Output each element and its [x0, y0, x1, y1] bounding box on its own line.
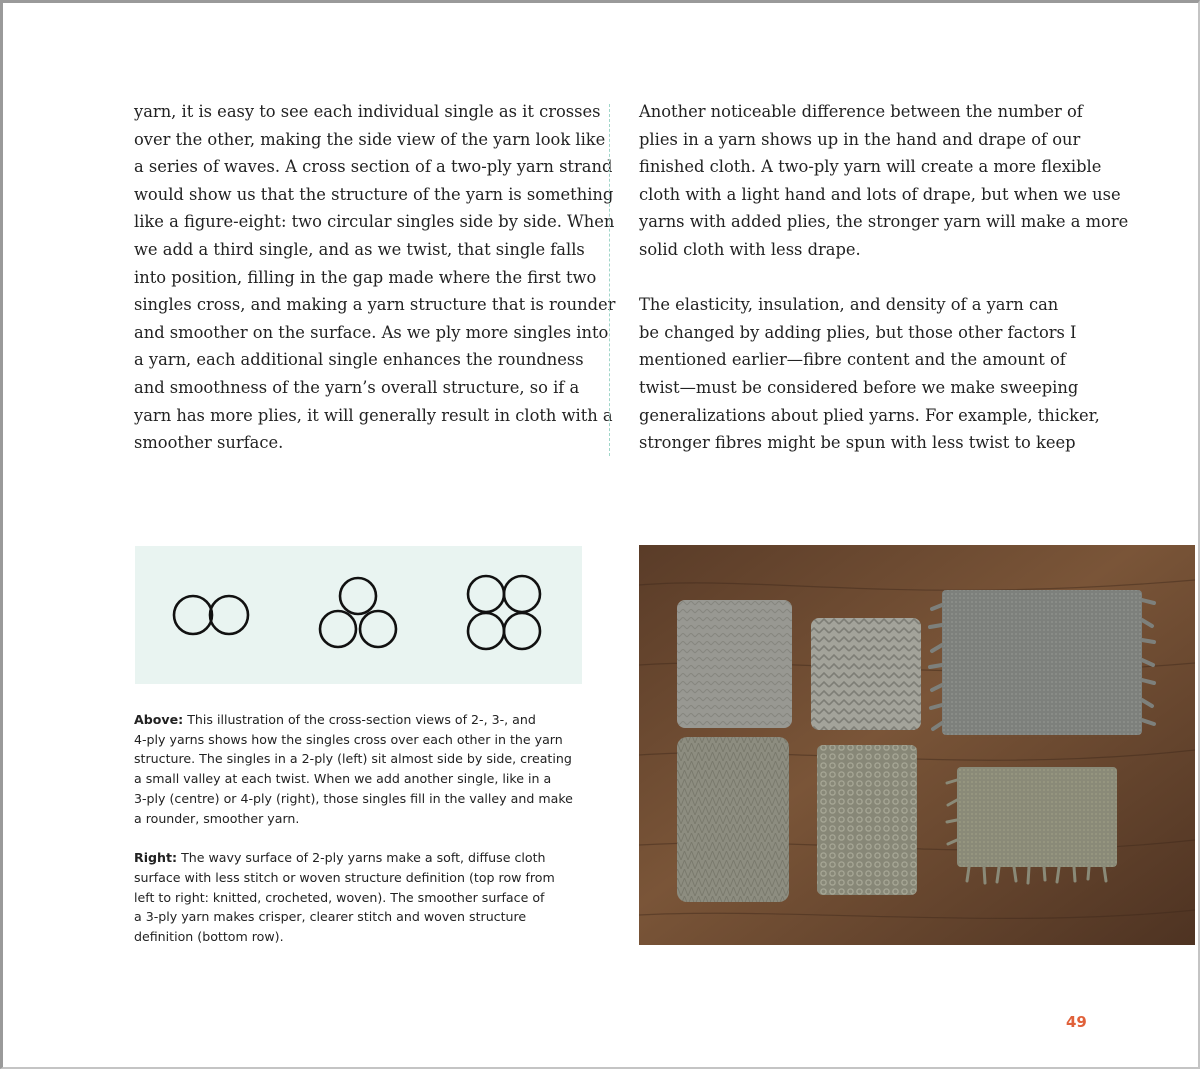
caption-line: a 3-ply yarn makes crisper, clearer stitch and woven structure	[134, 909, 527, 925]
caption-lead-above: Above:	[134, 712, 184, 727]
paragraph-gap	[639, 264, 1109, 292]
caption-line	[134, 848, 594, 868]
caption-lead-right: Right:	[134, 850, 178, 866]
body-line: yarns with added plies, the stronger yarn will make a more	[639, 212, 1129, 232]
caption-right	[134, 848, 594, 947]
caption-line: structure. The singles in a 2-ply (left) sit almost side by side, creating	[134, 751, 572, 767]
body-line: into position, filling in the gap made where the first two	[134, 267, 597, 287]
caption-line: surface with less stitch or woven structure definition (top row from	[134, 869, 555, 885]
body-line: yarn, it is easy to see each individual single as it crosses	[134, 102, 601, 121]
three-ply-cross-section-icon	[320, 578, 396, 647]
body-line: over the other, making the side view of the yarn look like	[134, 129, 606, 149]
body-line: cloth with a light hand and lots of drape, but when we use	[639, 184, 1121, 204]
caption-text: This illustration of the cross-section views of 2-, 3-, and	[183, 712, 536, 727]
caption-line: 4-ply yarns shows how the singles cross over each other in the yarn	[134, 731, 563, 747]
swatch-crocheted-3ply	[817, 745, 917, 895]
caption-gap	[134, 828, 594, 848]
body-line: Another noticeable difference between the number of	[639, 102, 1083, 121]
page-number: 49	[1066, 1013, 1087, 1031]
column-divider	[609, 104, 610, 456]
body-line: solid cloth with less drape.	[639, 239, 861, 259]
swatch-woven-3ply	[957, 767, 1117, 867]
body-line: like a figure-eight: two circular singles side by side. When	[134, 212, 615, 232]
body-line: generalizations about plied yarns. For example, thicker,	[639, 405, 1100, 425]
body-line: singles cross, and making a yarn structure that is rounder	[134, 295, 616, 315]
ply-cross-section-illustration	[135, 546, 582, 684]
body-line: a yarn, each additional single enhances the roundness	[134, 350, 584, 370]
body-line: yarn has more plies, it will generally result in cloth with a	[134, 405, 613, 425]
body-line: plies in a yarn shows up in the hand and drape of our	[639, 129, 1081, 149]
body-line: mentioned earlier—fibre content and the amount of	[639, 350, 1066, 370]
body-line: we add a third single, and as we twist, that single falls	[134, 239, 585, 259]
caption-line: left to right: knitted, crocheted, woven). The smoother surface of	[134, 889, 545, 905]
figure-captions	[134, 710, 594, 947]
body-paragraph-right-2	[639, 291, 1109, 457]
caption-above	[134, 710, 594, 828]
caption-line: 3-ply (centre) or 4-ply (right), those singles fill in the valley and make	[134, 790, 573, 806]
body-line: and smoothness of the yarn’s overall structure, so if a	[134, 377, 580, 397]
body-paragraph-left	[134, 98, 616, 457]
body-text-right-column	[639, 98, 1129, 457]
body-paragraph-right-1	[639, 98, 1129, 264]
body-line: be changed by adding plies, but those other factors I	[639, 322, 1077, 342]
swatch-crocheted-2ply	[811, 618, 921, 730]
swatch-knitted-3ply	[677, 737, 789, 902]
caption-line: a small valley at each twist. When we add another single, like in a	[134, 771, 552, 787]
body-line: finished cloth. A two-ply yarn will create a more flexible	[639, 157, 1102, 177]
swatches-photo	[639, 545, 1195, 945]
swatch-knitted-2ply	[677, 600, 792, 728]
body-line: stronger fibres might be spun with less twist to keep	[639, 433, 1076, 453]
caption-line: a rounder, smoother yarn.	[134, 810, 300, 826]
body-line: and smoother on the surface. As we ply more singles into	[134, 322, 609, 342]
body-text-left-column	[134, 98, 616, 457]
body-line: would show us that the structure of the yarn is something	[134, 184, 614, 204]
body-line: a series of waves. A cross section of a two-ply yarn strand	[134, 157, 613, 177]
caption-line	[134, 710, 594, 730]
two-ply-cross-section-icon	[174, 596, 248, 634]
body-line: twist—must be considered before we make sweeping	[639, 377, 1079, 397]
swatch-woven-2ply	[942, 590, 1142, 735]
body-line: The elasticity, insulation, and density of a yarn can	[639, 295, 1059, 315]
four-ply-cross-section-icon	[468, 576, 540, 649]
caption-line: definition (bottom row).	[134, 929, 284, 945]
caption-text: The wavy surface of 2-ply yarns make a soft, diffuse cloth	[177, 850, 546, 866]
body-line: smoother surface.	[134, 433, 284, 453]
